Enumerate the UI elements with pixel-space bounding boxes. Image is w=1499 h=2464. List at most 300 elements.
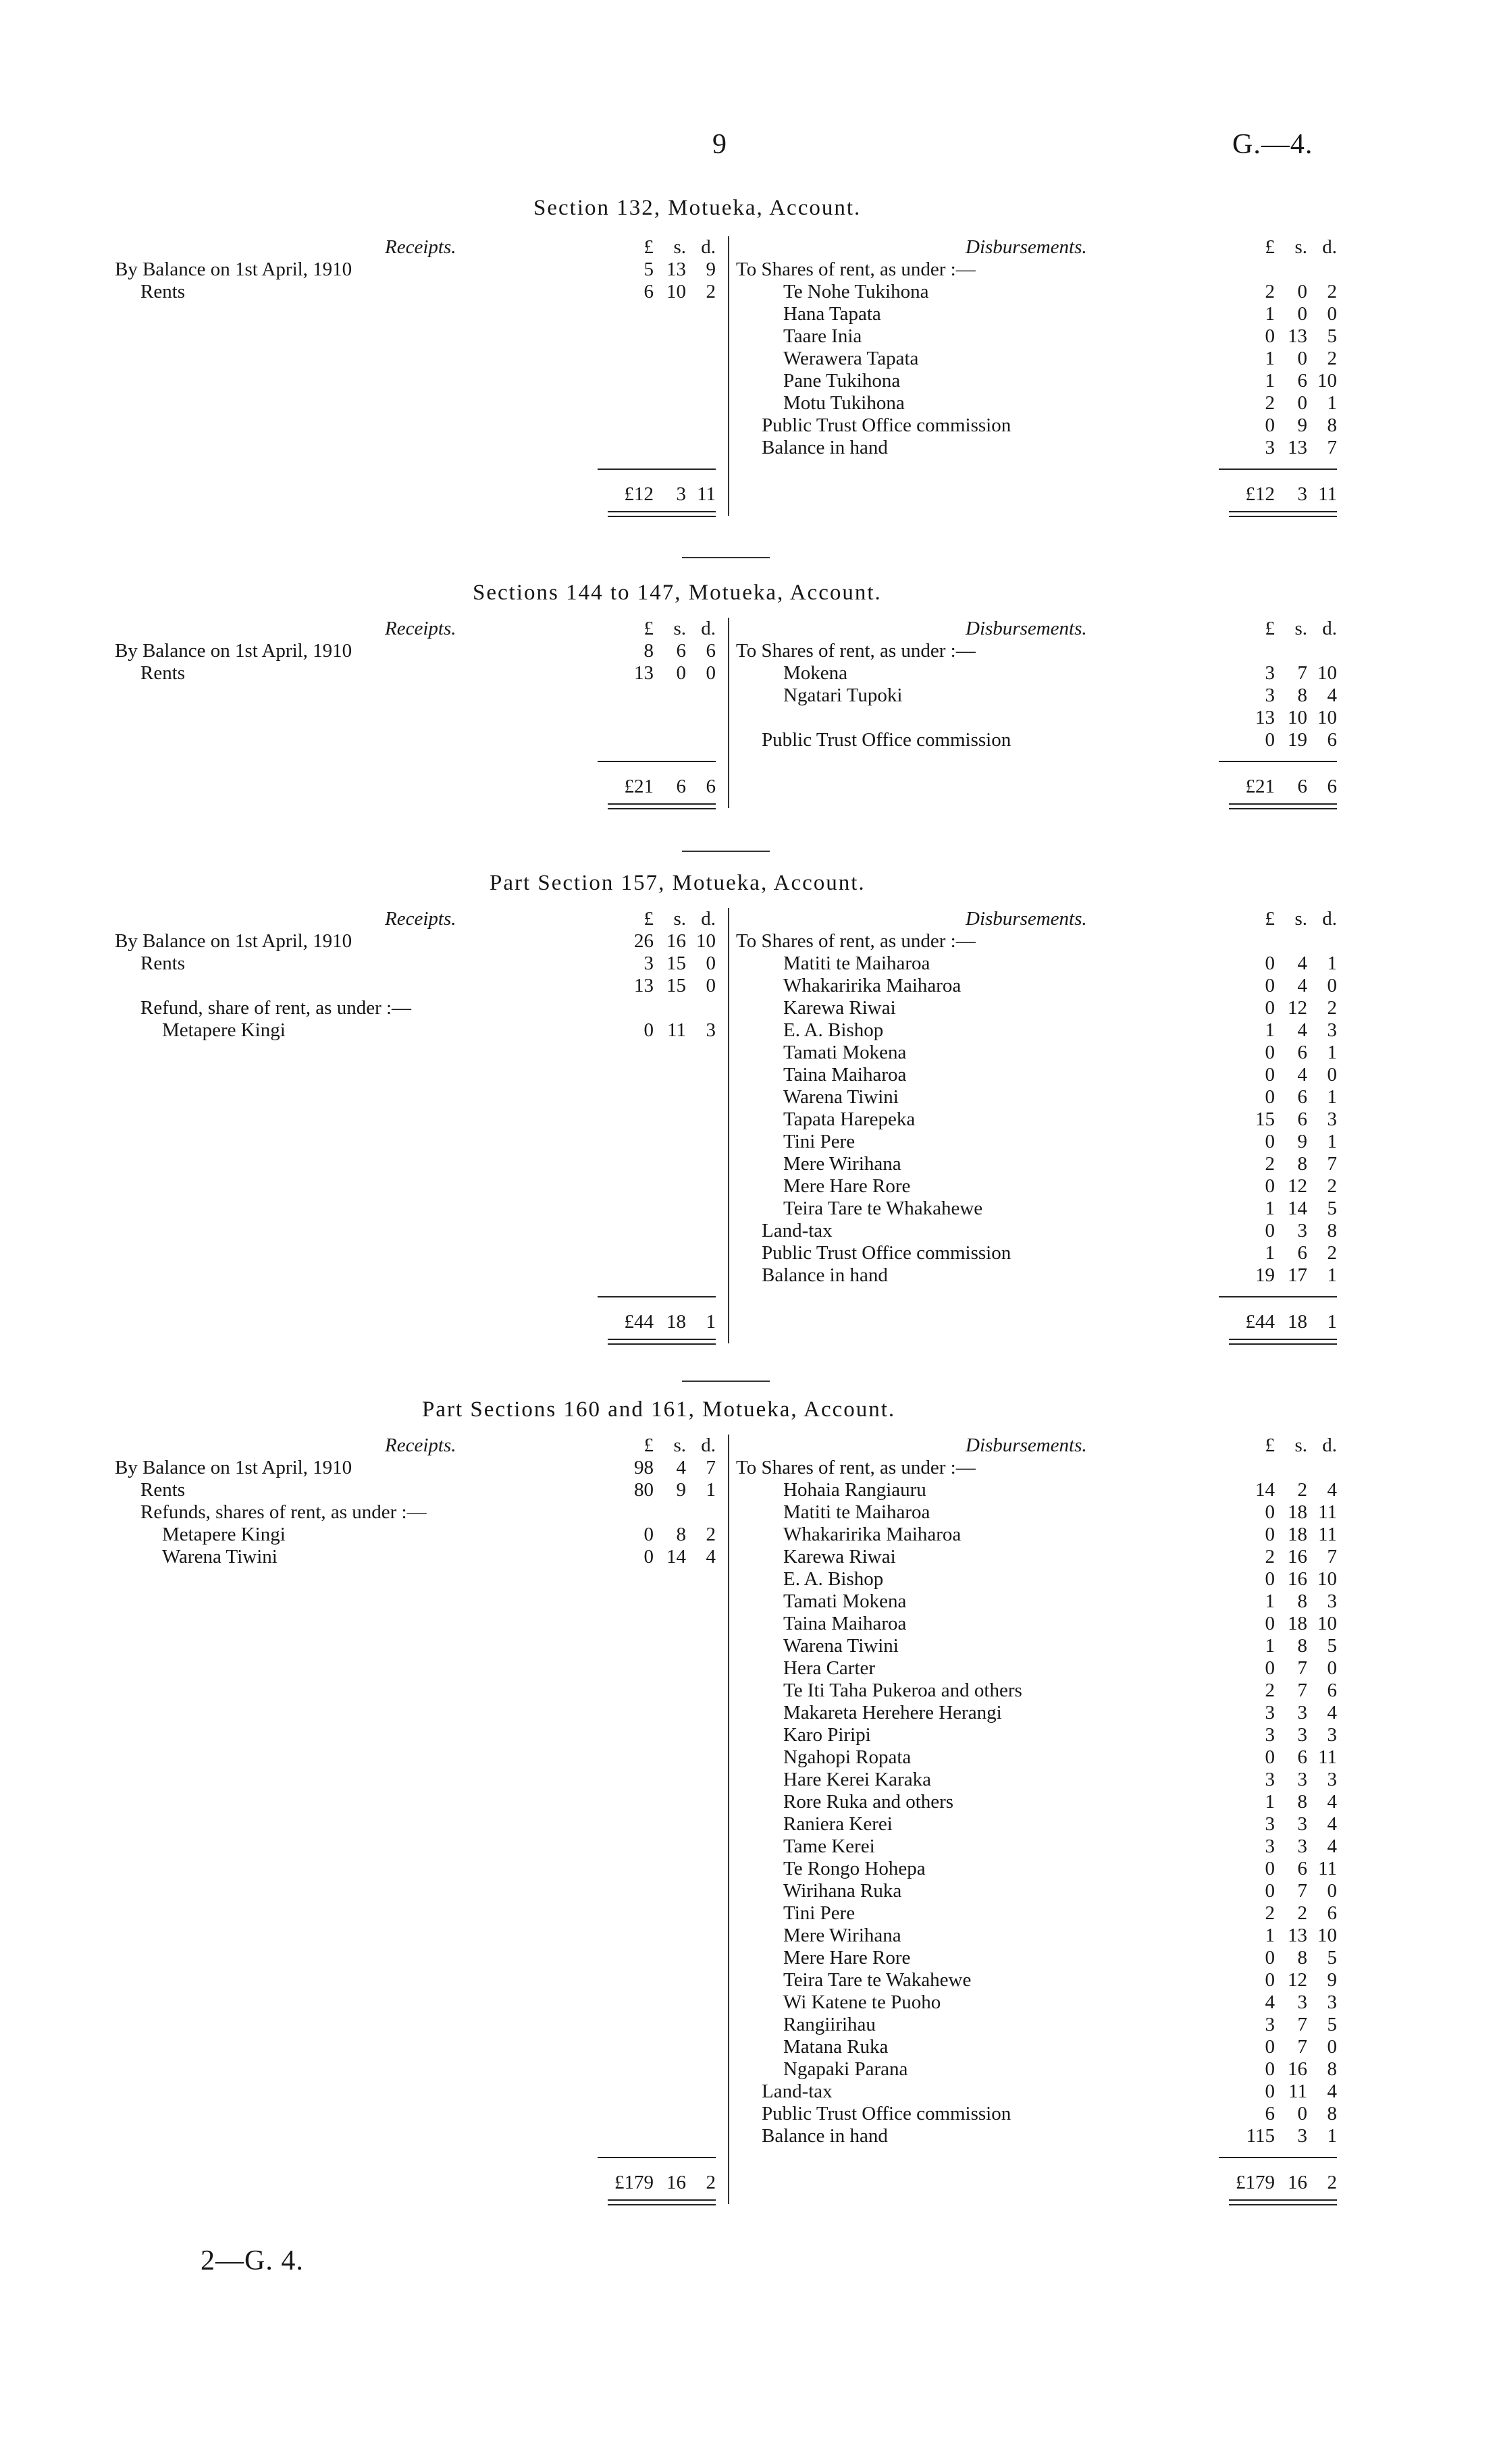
disbursement-pounds: 3 — [1265, 1769, 1275, 1790]
disbursement-amount — [1219, 2081, 1337, 2103]
receipt-pounds: 0 — [643, 1019, 654, 1041]
disbursements-header-label: Disbursements. — [966, 908, 1087, 930]
disbursement-shillings: 4 — [1297, 975, 1307, 996]
disbursement-row — [736, 1019, 1337, 1042]
disbursement-pounds: 3 — [1265, 1702, 1275, 1723]
disbursement-pence: 10 — [1317, 1568, 1337, 1590]
disbursement-pounds: 3 — [1265, 685, 1275, 706]
double-rule — [1229, 1339, 1337, 1345]
disbursement-amount — [1219, 1791, 1337, 1813]
receipt-pence: 1 — [706, 1479, 716, 1501]
disbursement-pounds: 3 — [1265, 1813, 1275, 1835]
receipts-total-shillings: 6 — [676, 776, 686, 797]
disbursement-label: Hana Tapata — [783, 303, 881, 325]
disbursements-header-label: Disbursements. — [966, 1435, 1087, 1456]
disbursement-amount — [1219, 1947, 1337, 1969]
receipt-row — [115, 930, 716, 953]
receipts-column — [115, 236, 716, 505]
disbursement-row — [736, 1064, 1337, 1086]
disbursement-amount — [1219, 1131, 1337, 1153]
disbursement-label: Ngatari Tupoki — [783, 685, 903, 706]
disbursement-shillings: 13 — [1288, 437, 1307, 458]
disbursement-label: Hohaia Rangiauru — [783, 1479, 926, 1501]
disbursement-label: Public Trust Office commission — [762, 414, 1011, 436]
receipts-currency-header — [598, 236, 716, 259]
receipts-total-pounds: £21 — [624, 776, 654, 797]
disbursement-amount — [1219, 1064, 1337, 1086]
disbursements-total-shillings: 18 — [1288, 1311, 1307, 1333]
receipts-total-pence: 1 — [706, 1311, 716, 1333]
disbursement-amount — [1219, 1546, 1337, 1568]
disbursement-pounds: 1 — [1265, 1590, 1275, 1612]
disbursement-label: Land-tax — [762, 2081, 833, 2102]
disbursement-row — [736, 1858, 1337, 1880]
receipt-amount — [598, 1546, 716, 1568]
disbursement-pence: 7 — [1327, 437, 1337, 458]
disbursement-pence: 2 — [1327, 281, 1337, 302]
disbursements-currency-header — [1219, 618, 1337, 640]
disbursement-pence: 0 — [1327, 303, 1337, 325]
disbursement-pence: 11 — [1318, 1746, 1337, 1768]
disbursement-shillings: 16 — [1288, 1546, 1307, 1568]
receipt-pounds: 13 — [634, 662, 654, 684]
receipt-pence: 2 — [706, 281, 716, 302]
receipt-pence: 10 — [696, 930, 716, 952]
receipt-label: Rents — [140, 953, 186, 974]
receipt-pence: 7 — [706, 1457, 716, 1478]
disbursement-pence: 6 — [1327, 1680, 1337, 1701]
disbursement-shillings: 0 — [1297, 392, 1307, 414]
disbursement-amount — [1219, 1086, 1337, 1108]
total-rule — [1219, 1296, 1337, 1297]
receipt-shillings: 14 — [666, 1546, 686, 1568]
disbursement-shillings: 3 — [1297, 1220, 1307, 1241]
disbursement-shillings: 6 — [1297, 1086, 1307, 1108]
disbursement-pence: 11 — [1318, 1501, 1337, 1523]
receipt-amount — [598, 1524, 716, 1546]
currency-header-shillings: s. — [673, 236, 686, 258]
disbursement-pence: 3 — [1327, 1991, 1337, 2013]
disbursement-label: Teira Tare te Wakahewe — [783, 1969, 972, 1991]
disbursement-shillings: 0 — [1297, 303, 1307, 325]
column-divider — [728, 908, 729, 1343]
disbursement-pence: 10 — [1317, 1925, 1337, 1946]
disbursement-shillings: 3 — [1297, 2125, 1307, 2147]
disbursement-label: Tame Kerei — [783, 1836, 875, 1857]
disbursement-shillings: 6 — [1297, 1858, 1307, 1879]
receipt-label: Refunds, shares of rent, as under :— — [140, 1501, 427, 1523]
disbursement-label: Hare Kerei Karaka — [783, 1769, 931, 1790]
disbursement-label: Taare Inia — [783, 325, 862, 347]
currency-header-pounds: £ — [1265, 236, 1275, 258]
disbursement-row — [736, 1153, 1337, 1175]
disbursement-pence: 8 — [1327, 2058, 1337, 2080]
disbursement-amount — [1219, 1198, 1337, 1220]
disbursement-pounds: 1 — [1265, 303, 1275, 325]
disbursement-label: Te Iti Taha Pukeroa and others — [783, 1680, 1022, 1701]
currency-header-pence: d. — [701, 1435, 716, 1456]
disbursement-amount — [1219, 348, 1337, 370]
disbursement-amount — [1219, 729, 1337, 751]
receipt-shillings: 15 — [666, 953, 686, 974]
receipt-amount — [598, 662, 716, 685]
section-separator — [682, 557, 770, 558]
disbursement-pounds: 0 — [1265, 1880, 1275, 1902]
receipt-pounds: 0 — [643, 1524, 654, 1545]
disbursement-row — [736, 1501, 1337, 1524]
disbursement-row — [736, 662, 1337, 685]
disbursement-row — [736, 1813, 1337, 1836]
disbursement-amount — [1219, 1724, 1337, 1746]
disbursement-amount — [1219, 1524, 1337, 1546]
disbursement-row — [736, 2058, 1337, 2081]
receipt-row — [115, 975, 716, 997]
disbursement-amount — [1219, 975, 1337, 997]
currency-header-shillings: s. — [1294, 618, 1307, 639]
disbursement-row — [736, 953, 1337, 975]
disbursement-pence: 1 — [1327, 1086, 1337, 1108]
receipt-shillings: 9 — [676, 1479, 686, 1501]
receipt-row — [115, 1546, 716, 1568]
disbursement-pounds: 13 — [1255, 707, 1275, 728]
disbursement-pounds: 0 — [1265, 953, 1275, 974]
receipts-currency-header — [598, 618, 716, 640]
disbursement-pounds: 3 — [1265, 1836, 1275, 1857]
disbursements-total-pounds: £44 — [1245, 1311, 1275, 1333]
disbursement-pounds: 0 — [1265, 1086, 1275, 1108]
disbursement-pounds: 0 — [1265, 1131, 1275, 1152]
account-title: Section 132, Motueka, Account. — [533, 196, 862, 220]
currency-header-pounds: £ — [643, 618, 654, 639]
disbursement-pence: 5 — [1327, 2014, 1337, 2035]
receipts-header-label: Receipts. — [385, 1435, 456, 1456]
disbursement-row — [736, 930, 1337, 953]
receipt-amount — [598, 930, 716, 953]
receipt-shillings: 16 — [666, 930, 686, 952]
receipt-pence: 2 — [706, 1524, 716, 1545]
disbursement-pounds: 3 — [1265, 662, 1275, 684]
receipt-label: Metapere Kingi — [162, 1524, 286, 1545]
total-rule — [598, 761, 716, 762]
disbursement-label: E. A. Bishop — [783, 1568, 884, 1590]
disbursement-label: Taina Maiharoa — [783, 1613, 907, 1634]
disbursement-pence: 0 — [1327, 1657, 1337, 1679]
currency-header-pounds: £ — [643, 1435, 654, 1456]
disbursement-pence: 0 — [1327, 975, 1337, 996]
disbursement-pounds: 0 — [1265, 414, 1275, 436]
disbursement-pence: 5 — [1327, 1198, 1337, 1219]
receipt-amount — [598, 1457, 716, 1479]
disbursement-pence: 4 — [1327, 1836, 1337, 1857]
disbursements-column — [736, 618, 1337, 797]
currency-header-pounds: £ — [643, 908, 654, 930]
disbursement-amount — [1219, 1613, 1337, 1635]
currency-header-pence: d. — [1322, 908, 1337, 930]
disbursement-amount — [1219, 1220, 1337, 1242]
receipt-pence: 6 — [706, 640, 716, 662]
disbursement-pounds: 2 — [1265, 1680, 1275, 1701]
disbursement-pence: 5 — [1327, 1635, 1337, 1657]
receipts-total-amount — [598, 483, 716, 506]
disbursement-label: Matiti te Maiharoa — [783, 953, 930, 974]
disbursement-label: To Shares of rent, as under :— — [736, 640, 976, 662]
disbursement-pence: 3 — [1327, 1108, 1337, 1130]
disbursement-row — [736, 1546, 1337, 1568]
disbursement-pounds: 0 — [1265, 2081, 1275, 2102]
double-rule — [608, 803, 716, 809]
column-divider — [728, 1435, 729, 2204]
disbursement-row — [736, 1947, 1337, 1969]
disbursement-row — [736, 2081, 1337, 2103]
disbursement-row — [736, 729, 1337, 751]
disbursement-pence: 6 — [1327, 729, 1337, 751]
disbursement-row — [736, 1613, 1337, 1635]
receipt-pounds: 13 — [634, 975, 654, 996]
disbursement-label: Matiti te Maiharoa — [783, 1501, 930, 1523]
disbursement-pounds: 0 — [1265, 1220, 1275, 1241]
disbursement-label: Whakaririka Maiharoa — [783, 975, 962, 996]
receipt-row — [115, 997, 716, 1019]
receipts-total — [598, 761, 716, 809]
disbursement-pence: 1 — [1327, 1264, 1337, 1286]
disbursement-pence: 2 — [1327, 1242, 1337, 1264]
disbursement-row — [736, 1175, 1337, 1198]
disbursement-pounds: 0 — [1265, 1568, 1275, 1590]
disbursement-label: Tamati Mokena — [783, 1590, 907, 1612]
disbursement-label: Mokena — [783, 662, 848, 684]
disbursement-pence: 1 — [1327, 953, 1337, 974]
disbursement-pounds: 0 — [1265, 1969, 1275, 1991]
receipt-shillings: 11 — [667, 1019, 686, 1041]
disbursements-total-amount — [1219, 1311, 1337, 1333]
disbursement-shillings: 8 — [1297, 1590, 1307, 1612]
disbursement-label: Mere Wirihana — [783, 1925, 901, 1946]
disbursement-shillings: 9 — [1297, 414, 1307, 436]
receipt-label: Rents — [140, 281, 186, 302]
receipts-header-label: Receipts. — [385, 908, 456, 930]
receipts-total-pence: 2 — [706, 2172, 716, 2193]
disbursements-currency-header — [1219, 1435, 1337, 1457]
disbursement-amount — [1219, 2103, 1337, 2125]
disbursement-label: Wirihana Ruka — [783, 1880, 902, 1902]
receipts-currency-header — [598, 1435, 716, 1457]
double-rule — [608, 511, 716, 517]
disbursement-label: Motu Tukihona — [783, 392, 905, 414]
disbursement-row — [736, 1590, 1337, 1613]
disbursement-amount — [1219, 1836, 1337, 1858]
disbursement-pence: 0 — [1327, 1064, 1337, 1086]
receipt-shillings: 6 — [676, 640, 686, 662]
receipt-label: Rents — [140, 1479, 186, 1501]
disbursements-total-pence: 11 — [1318, 483, 1337, 505]
disbursement-shillings: 6 — [1297, 1746, 1307, 1768]
receipt-amount — [598, 640, 716, 662]
receipt-pounds: 0 — [643, 1546, 654, 1568]
disbursement-row — [736, 1220, 1337, 1242]
disbursement-label: Ngapaki Parana — [783, 2058, 908, 2080]
disbursements-total-pence: 2 — [1327, 2172, 1337, 2193]
disbursement-amount — [1219, 685, 1337, 707]
disbursement-row — [736, 1479, 1337, 1501]
disbursement-amount — [1219, 392, 1337, 414]
disbursement-row — [736, 1657, 1337, 1680]
double-rule — [608, 2199, 716, 2205]
receipt-pounds: 98 — [634, 1457, 654, 1478]
currency-header-shillings: s. — [673, 1435, 686, 1456]
disbursement-label: Tamati Mokena — [783, 1042, 907, 1063]
disbursement-amount — [1219, 1264, 1337, 1287]
disbursement-pounds: 0 — [1265, 1657, 1275, 1679]
disbursement-pounds: 0 — [1265, 1858, 1275, 1879]
column-divider — [728, 618, 729, 808]
disbursements-total-amount — [1219, 483, 1337, 506]
disbursements-total — [1219, 468, 1337, 517]
disbursement-row — [736, 348, 1337, 370]
disbursement-shillings: 12 — [1288, 997, 1307, 1019]
disbursement-pence: 0 — [1327, 2036, 1337, 2058]
receipt-row — [115, 1019, 716, 1042]
disbursements-total-shillings: 16 — [1288, 2172, 1307, 2193]
disbursement-row — [736, 1131, 1337, 1153]
disbursement-amount — [1219, 303, 1337, 325]
section-separator — [682, 851, 770, 852]
disbursement-row — [736, 1457, 1337, 1479]
disbursement-row — [736, 1880, 1337, 1902]
disbursement-shillings: 10 — [1288, 707, 1307, 728]
disbursement-pounds: 0 — [1265, 729, 1275, 751]
receipts-total-shillings: 18 — [666, 1311, 686, 1333]
disbursement-shillings: 7 — [1297, 662, 1307, 684]
disbursement-pence: 8 — [1327, 1220, 1337, 1241]
disbursement-amount — [1219, 1568, 1337, 1590]
disbursement-pounds: 1 — [1265, 348, 1275, 369]
disbursement-amount — [1219, 997, 1337, 1019]
disbursement-shillings: 3 — [1297, 1991, 1307, 2013]
disbursement-shillings: 4 — [1297, 1064, 1307, 1086]
section-separator — [682, 1381, 770, 1382]
disbursement-shillings: 0 — [1297, 281, 1307, 302]
disbursement-amount — [1219, 1153, 1337, 1175]
disbursement-pence: 3 — [1327, 1590, 1337, 1612]
currency-header-shillings: s. — [673, 908, 686, 930]
receipt-row — [115, 1479, 716, 1501]
disbursement-label: Wi Katene te Puoho — [783, 1991, 941, 2013]
disbursement-pounds: 0 — [1265, 2036, 1275, 2058]
disbursement-amount — [1219, 1902, 1337, 1925]
disbursement-row — [736, 1902, 1337, 1925]
disbursement-amount — [1219, 707, 1337, 729]
disbursement-shillings: 8 — [1297, 685, 1307, 706]
disbursement-pence: 4 — [1327, 1479, 1337, 1501]
disbursement-pence: 7 — [1327, 1153, 1337, 1175]
account-title: Part Sections 160 and 161, Motueka, Account. — [422, 1397, 896, 1422]
disbursement-pounds: 1 — [1265, 1635, 1275, 1657]
disbursement-amount — [1219, 953, 1337, 975]
disbursement-label: Warena Tiwini — [783, 1086, 899, 1108]
disbursement-shillings: 9 — [1297, 1131, 1307, 1152]
disbursements-header-label: Disbursements. — [966, 236, 1087, 258]
total-rule — [598, 1296, 716, 1297]
disbursement-pounds: 0 — [1265, 1613, 1275, 1634]
receipt-row — [115, 953, 716, 975]
currency-header-pence: d. — [701, 236, 716, 258]
currency-header-pence: d. — [701, 908, 716, 930]
disbursement-pounds: 2 — [1265, 1902, 1275, 1924]
disbursement-pence: 1 — [1327, 1042, 1337, 1063]
disbursement-pence: 4 — [1327, 685, 1337, 706]
disbursement-row — [736, 1198, 1337, 1220]
receipt-shillings: 8 — [676, 1524, 686, 1545]
currency-header-pence: d. — [1322, 1435, 1337, 1456]
receipts-column — [115, 618, 716, 797]
receipt-pence: 0 — [706, 662, 716, 684]
disbursement-label: Warena Tiwini — [783, 1635, 899, 1657]
total-rule — [1219, 2157, 1337, 2158]
receipt-row — [115, 1501, 716, 1524]
disbursement-pence: 10 — [1317, 662, 1337, 684]
disbursement-pounds: 0 — [1265, 1175, 1275, 1197]
disbursement-amount — [1219, 2058, 1337, 2081]
disbursement-pounds: 1 — [1265, 1242, 1275, 1264]
disbursement-row — [736, 1991, 1337, 2014]
receipt-row — [115, 662, 716, 685]
disbursement-row — [736, 414, 1337, 437]
total-rule — [598, 2157, 716, 2158]
disbursement-pounds: 6 — [1265, 2103, 1275, 2124]
disbursement-pence: 2 — [1327, 997, 1337, 1019]
disbursements-currency-header — [1219, 908, 1337, 930]
disbursement-row — [736, 997, 1337, 1019]
receipt-row — [115, 640, 716, 662]
disbursement-pence: 1 — [1327, 1131, 1337, 1152]
disbursement-shillings: 18 — [1288, 1501, 1307, 1523]
disbursement-shillings: 6 — [1297, 1108, 1307, 1130]
currency-header-pounds: £ — [1265, 618, 1275, 639]
disbursement-pounds: 0 — [1265, 1524, 1275, 1545]
disbursement-pence: 11 — [1318, 1524, 1337, 1545]
disbursement-shillings: 8 — [1297, 1153, 1307, 1175]
disbursement-row — [736, 259, 1337, 281]
receipts-total-pence: 11 — [697, 483, 716, 505]
disbursement-label: Teira Tare te Whakahewe — [783, 1198, 983, 1219]
disbursement-amount — [1219, 414, 1337, 437]
disbursement-row — [736, 685, 1337, 707]
currency-header-pence: d. — [1322, 236, 1337, 258]
receipt-pounds: 26 — [634, 930, 654, 952]
disbursement-pounds: 1 — [1265, 370, 1275, 392]
receipt-pounds: 80 — [634, 1479, 654, 1501]
disbursement-row — [736, 1836, 1337, 1858]
disbursement-row — [736, 370, 1337, 392]
disbursement-pounds: 115 — [1246, 2125, 1275, 2147]
disbursement-amount — [1219, 1746, 1337, 1769]
receipt-pence: 3 — [706, 1019, 716, 1041]
disbursement-shillings: 13 — [1288, 325, 1307, 347]
disbursement-amount — [1219, 1991, 1337, 2014]
disbursement-shillings: 18 — [1288, 1613, 1307, 1634]
receipt-pence: 9 — [706, 259, 716, 280]
total-rule — [1219, 468, 1337, 470]
disbursement-label: Te Rongo Hohepa — [783, 1858, 926, 1879]
disbursement-amount — [1219, 1242, 1337, 1264]
disbursement-pence: 2 — [1327, 1175, 1337, 1197]
disbursement-shillings: 3 — [1297, 1769, 1307, 1790]
disbursement-label: Te Nohe Tukihona — [783, 281, 929, 302]
disbursement-shillings: 2 — [1297, 1902, 1307, 1924]
disbursement-amount — [1219, 1108, 1337, 1131]
currency-header-pounds: £ — [643, 236, 654, 258]
disbursement-label: Karo Piripi — [783, 1724, 871, 1746]
